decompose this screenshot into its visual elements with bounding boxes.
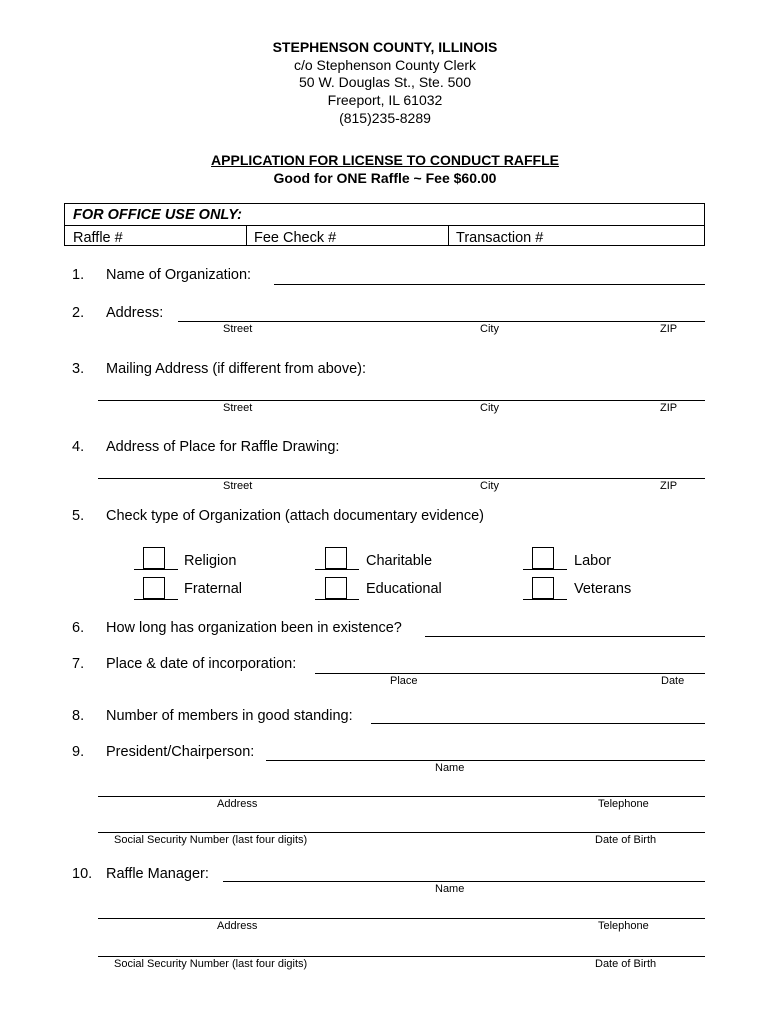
members-field[interactable] [371, 723, 705, 724]
item-7-number: 7. [72, 656, 85, 672]
date-caption: Date [661, 675, 685, 687]
street-caption: Street [223, 480, 253, 492]
county-heading: STEPHENSON COUNTY, ILLINOIS [272, 39, 498, 55]
address-label: Address: [106, 305, 164, 321]
item-1-number: 1. [72, 267, 85, 283]
president-ssn-field[interactable] [98, 832, 705, 833]
org-type-label: Check type of Organization (attach documentary evidence) [106, 508, 485, 524]
item-2-number: 2. [72, 305, 85, 321]
president-name-field[interactable] [266, 760, 705, 761]
raffle-number-label: Raffle # [73, 230, 123, 246]
manager-address-field[interactable] [98, 918, 705, 919]
office-use-box [64, 203, 705, 246]
address-caption: Address [217, 920, 258, 932]
zip-caption: ZIP [660, 402, 678, 414]
charitable-label: Charitable [366, 553, 433, 569]
telephone-caption: Telephone [598, 798, 649, 810]
president-address-field[interactable] [98, 796, 705, 797]
zip-caption: ZIP [660, 323, 678, 335]
phone-line: (815)235-8289 [339, 110, 431, 126]
drawing-place-label: Address of Place for Raffle Drawing: [106, 439, 340, 455]
item-9-number: 9. [72, 744, 85, 760]
fraternal-label: Fraternal [184, 581, 243, 597]
city-line: Freeport, IL 61032 [327, 92, 443, 108]
office-use-heading: FOR OFFICE USE ONLY: [73, 207, 242, 223]
educational-label: Educational [366, 581, 442, 597]
telephone-caption: Telephone [598, 920, 649, 932]
ssn-caption: Social Security Number (last four digits) [114, 834, 308, 846]
item-6-number: 6. [72, 620, 85, 636]
form-subtitle: Good for ONE Raffle ~ Fee $60.00 [273, 170, 497, 186]
manager-name-field[interactable] [223, 881, 705, 882]
mailing-address-label: Mailing Address (if different from above): [106, 361, 367, 377]
mailing-address-field[interactable] [98, 400, 705, 401]
dob-caption: Date of Birth [595, 958, 657, 970]
item-10-number: 10. [72, 866, 93, 882]
org-name-field[interactable] [274, 284, 705, 285]
religion-checkbox[interactable] [143, 547, 165, 569]
street-caption: Street [223, 402, 253, 414]
street-caption: Street [223, 323, 253, 335]
org-name-label: Name of Organization: [106, 267, 252, 283]
president-label: President/Chairperson: [106, 744, 255, 760]
item-4-number: 4. [72, 439, 85, 455]
address-field[interactable] [178, 321, 705, 322]
existence-label: How long has organization been in existence? [106, 620, 402, 636]
address-caption: Address [217, 798, 258, 810]
manager-ssn-field[interactable] [98, 956, 705, 957]
dob-caption: Date of Birth [595, 834, 657, 846]
zip-caption: ZIP [660, 480, 678, 492]
clerk-line: c/o Stephenson County Clerk [293, 57, 477, 73]
street-line: 50 W. Douglas St., Ste. 500 [299, 74, 471, 90]
charitable-checkbox[interactable] [325, 547, 347, 569]
item-5-number: 5. [72, 508, 85, 524]
form-title: APPLICATION FOR LICENSE TO CONDUCT RAFFLE [211, 152, 559, 168]
ssn-caption: Social Security Number (last four digits) [114, 958, 308, 970]
transaction-label: Transaction # [456, 230, 544, 246]
drawing-place-field[interactable] [98, 478, 705, 479]
fee-check-label: Fee Check # [254, 230, 337, 246]
raffle-manager-label: Raffle Manager: [106, 866, 209, 882]
educational-checkbox[interactable] [325, 577, 347, 599]
item-3-number: 3. [72, 361, 85, 377]
veterans-checkbox[interactable] [532, 577, 554, 599]
item-8-number: 8. [72, 708, 85, 724]
fraternal-checkbox[interactable] [143, 577, 165, 599]
name-caption: Name [435, 762, 465, 774]
place-caption: Place [390, 675, 418, 687]
labor-label: Labor [574, 553, 612, 569]
members-label: Number of members in good standing: [106, 708, 353, 724]
religion-label: Religion [184, 553, 237, 569]
veterans-label: Veterans [574, 581, 632, 597]
incorporation-label: Place & date of incorporation: [106, 656, 297, 672]
existence-field[interactable] [425, 636, 705, 637]
city-caption: City [480, 480, 499, 492]
city-caption: City [480, 323, 499, 335]
incorporation-field[interactable] [315, 673, 705, 674]
labor-checkbox[interactable] [532, 547, 554, 569]
city-caption: City [480, 402, 499, 414]
name-caption: Name [435, 883, 465, 895]
